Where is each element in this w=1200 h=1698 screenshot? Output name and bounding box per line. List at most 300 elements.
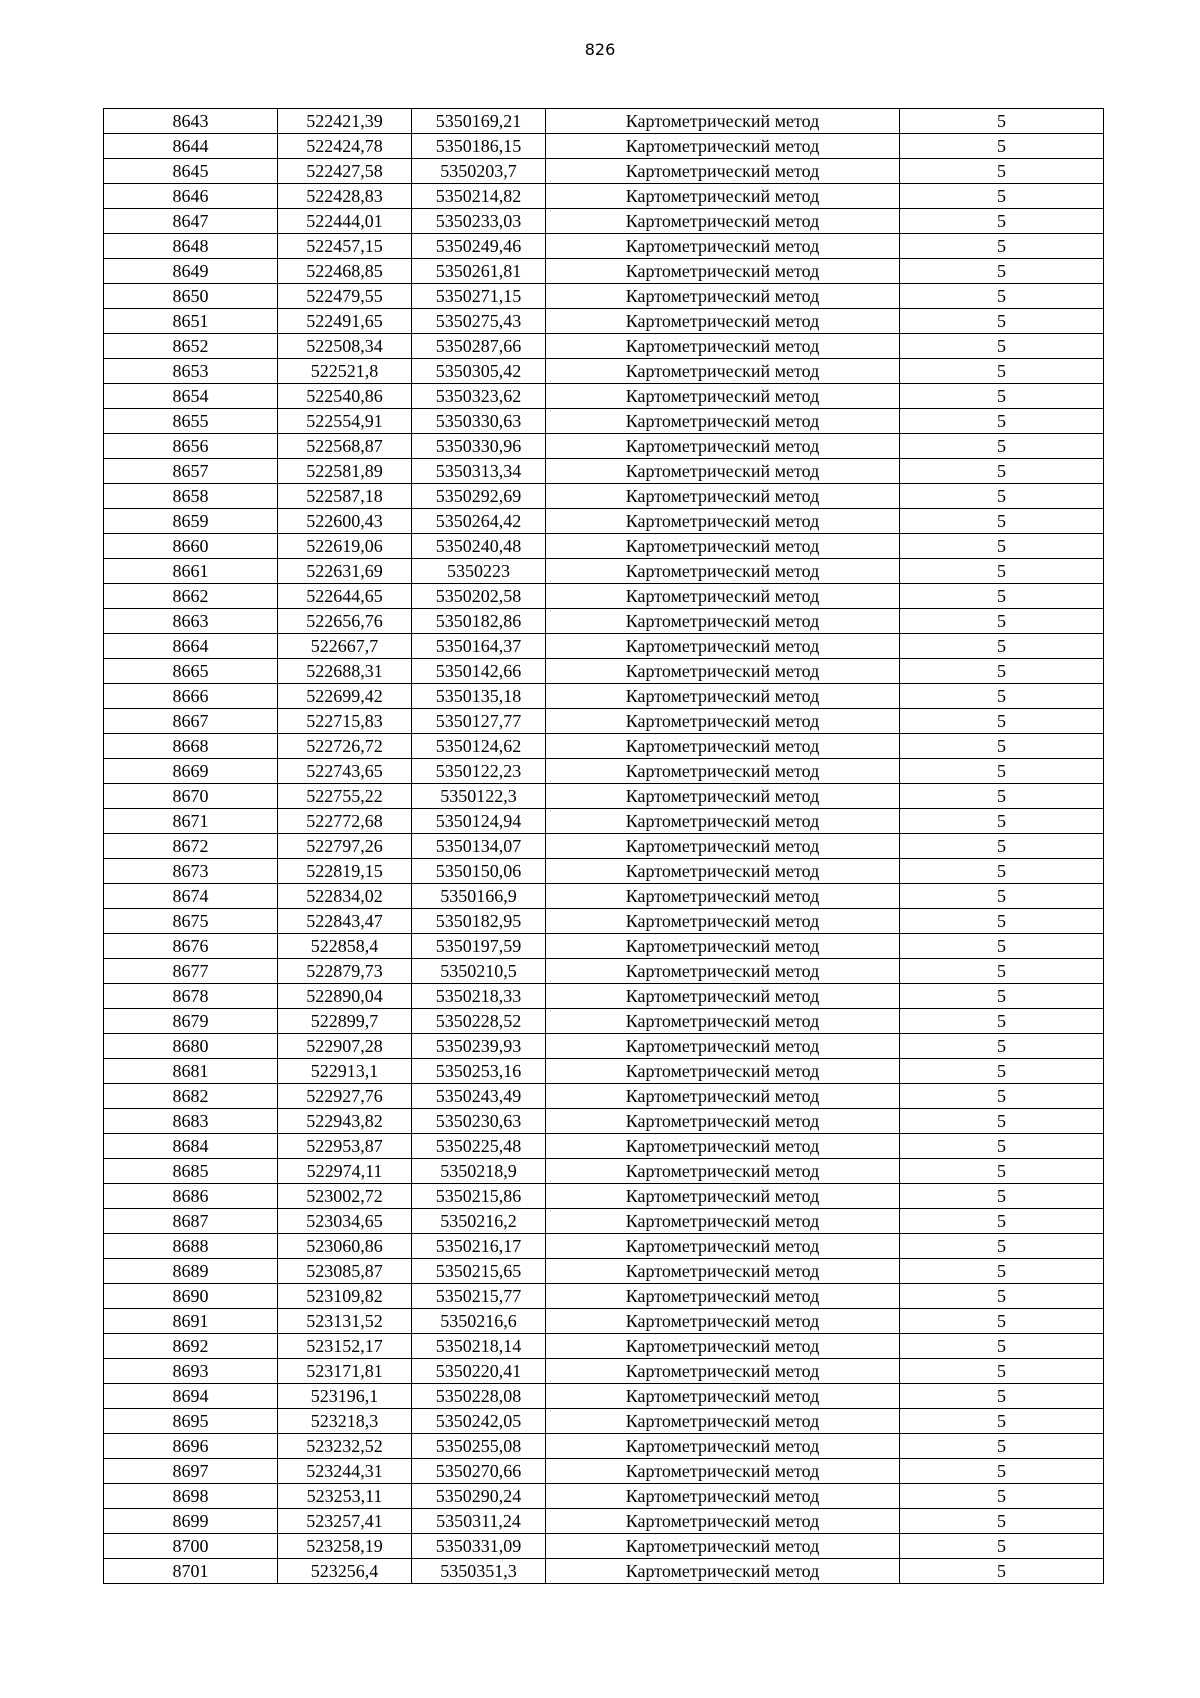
y-coordinate-cell: 5350150,06 — [412, 859, 546, 884]
table-row — [104, 134, 1104, 159]
precision-cell: 5 — [900, 1209, 1104, 1234]
method-cell: Картометрический метод — [546, 1009, 900, 1034]
table-row — [104, 584, 1104, 609]
point-number-cell: 8662 — [104, 584, 278, 609]
method-cell: Картометрический метод — [546, 1034, 900, 1059]
method-cell: Картометрический метод — [546, 684, 900, 709]
precision-cell: 5 — [900, 859, 1104, 884]
point-number-cell: 8653 — [104, 359, 278, 384]
table-row — [104, 1234, 1104, 1259]
point-number-cell: 8660 — [104, 534, 278, 559]
x-coordinate-cell: 522743,65 — [278, 759, 412, 784]
y-coordinate-cell: 5350220,41 — [412, 1359, 546, 1384]
method-cell: Картометрический метод — [546, 359, 900, 384]
x-coordinate-cell: 522819,15 — [278, 859, 412, 884]
precision-cell: 5 — [900, 684, 1104, 709]
y-coordinate-cell: 5350122,23 — [412, 759, 546, 784]
table-row — [104, 409, 1104, 434]
table-row — [104, 759, 1104, 784]
point-number-cell: 8670 — [104, 784, 278, 809]
table-row — [104, 484, 1104, 509]
point-number-cell: 8648 — [104, 234, 278, 259]
point-number-cell: 8699 — [104, 1509, 278, 1534]
point-number-cell: 8654 — [104, 384, 278, 409]
x-coordinate-cell: 522644,65 — [278, 584, 412, 609]
point-number-cell: 8677 — [104, 959, 278, 984]
x-coordinate-cell: 522587,18 — [278, 484, 412, 509]
x-coordinate-cell: 523244,31 — [278, 1459, 412, 1484]
y-coordinate-cell: 5350169,21 — [412, 109, 546, 134]
x-coordinate-cell: 522457,15 — [278, 234, 412, 259]
precision-cell: 5 — [900, 1334, 1104, 1359]
x-coordinate-cell: 522568,87 — [278, 434, 412, 459]
y-coordinate-cell: 5350313,34 — [412, 459, 546, 484]
precision-cell: 5 — [900, 959, 1104, 984]
table-row — [104, 1059, 1104, 1084]
y-coordinate-cell: 5350311,24 — [412, 1509, 546, 1534]
x-coordinate-cell: 523258,19 — [278, 1534, 412, 1559]
precision-cell: 5 — [900, 534, 1104, 559]
method-cell: Картометрический метод — [546, 384, 900, 409]
table-row — [104, 359, 1104, 384]
point-number-cell: 8666 — [104, 684, 278, 709]
precision-cell: 5 — [900, 159, 1104, 184]
x-coordinate-cell: 522427,58 — [278, 159, 412, 184]
y-coordinate-cell: 5350215,77 — [412, 1284, 546, 1309]
point-number-cell: 8656 — [104, 434, 278, 459]
method-cell: Картометрический метод — [546, 184, 900, 209]
point-number-cell: 8644 — [104, 134, 278, 159]
y-coordinate-cell: 5350218,9 — [412, 1159, 546, 1184]
precision-cell: 5 — [900, 1284, 1104, 1309]
point-number-cell: 8696 — [104, 1434, 278, 1459]
method-cell: Картометрический метод — [546, 909, 900, 934]
precision-cell: 5 — [900, 484, 1104, 509]
method-cell: Картометрический метод — [546, 1084, 900, 1109]
x-coordinate-cell: 522953,87 — [278, 1134, 412, 1159]
x-coordinate-cell: 522508,34 — [278, 334, 412, 359]
method-cell: Картометрический метод — [546, 734, 900, 759]
precision-cell: 5 — [900, 1384, 1104, 1409]
method-cell: Картометрический метод — [546, 309, 900, 334]
point-number-cell: 8646 — [104, 184, 278, 209]
method-cell: Картометрический метод — [546, 609, 900, 634]
y-coordinate-cell: 5350228,52 — [412, 1009, 546, 1034]
method-cell: Картометрический метод — [546, 1109, 900, 1134]
point-number-cell: 8668 — [104, 734, 278, 759]
table-row — [104, 659, 1104, 684]
point-number-cell: 8689 — [104, 1259, 278, 1284]
x-coordinate-cell: 522424,78 — [278, 134, 412, 159]
y-coordinate-cell: 5350218,14 — [412, 1334, 546, 1359]
precision-cell: 5 — [900, 1359, 1104, 1384]
method-cell: Картометрический метод — [546, 884, 900, 909]
table-row — [104, 1309, 1104, 1334]
table-row — [104, 709, 1104, 734]
method-cell: Картометрический метод — [546, 1284, 900, 1309]
x-coordinate-cell: 522656,76 — [278, 609, 412, 634]
table-row — [104, 1409, 1104, 1434]
x-coordinate-cell: 522755,22 — [278, 784, 412, 809]
point-number-cell: 8647 — [104, 209, 278, 234]
table-row — [104, 384, 1104, 409]
table-body — [104, 109, 1104, 1584]
x-coordinate-cell: 522890,04 — [278, 984, 412, 1009]
table-row — [104, 884, 1104, 909]
x-coordinate-cell: 522521,8 — [278, 359, 412, 384]
precision-cell: 5 — [900, 109, 1104, 134]
precision-cell: 5 — [900, 259, 1104, 284]
y-coordinate-cell: 5350218,33 — [412, 984, 546, 1009]
precision-cell: 5 — [900, 1184, 1104, 1209]
table-row — [104, 1334, 1104, 1359]
y-coordinate-cell: 5350124,62 — [412, 734, 546, 759]
precision-cell: 5 — [900, 1134, 1104, 1159]
point-number-cell: 8659 — [104, 509, 278, 534]
precision-cell: 5 — [900, 234, 1104, 259]
precision-cell: 5 — [900, 884, 1104, 909]
table-row — [104, 1109, 1104, 1134]
x-coordinate-cell: 522631,69 — [278, 559, 412, 584]
x-coordinate-cell: 523257,41 — [278, 1509, 412, 1534]
table-row — [104, 609, 1104, 634]
point-number-cell: 8674 — [104, 884, 278, 909]
table-row — [104, 1534, 1104, 1559]
method-cell: Картометрический метод — [546, 934, 900, 959]
point-number-cell: 8661 — [104, 559, 278, 584]
method-cell: Картометрический метод — [546, 1509, 900, 1534]
x-coordinate-cell: 523253,11 — [278, 1484, 412, 1509]
x-coordinate-cell: 523196,1 — [278, 1384, 412, 1409]
table-row — [104, 209, 1104, 234]
point-number-cell: 8675 — [104, 909, 278, 934]
y-coordinate-cell: 5350135,18 — [412, 684, 546, 709]
point-number-cell: 8645 — [104, 159, 278, 184]
y-coordinate-cell: 5350243,49 — [412, 1084, 546, 1109]
precision-cell: 5 — [900, 909, 1104, 934]
y-coordinate-cell: 5350261,81 — [412, 259, 546, 284]
point-number-cell: 8669 — [104, 759, 278, 784]
precision-cell: 5 — [900, 809, 1104, 834]
y-coordinate-cell: 5350292,69 — [412, 484, 546, 509]
point-number-cell: 8664 — [104, 634, 278, 659]
point-number-cell: 8663 — [104, 609, 278, 634]
precision-cell: 5 — [900, 134, 1104, 159]
x-coordinate-cell: 522581,89 — [278, 459, 412, 484]
method-cell: Картометрический метод — [546, 1459, 900, 1484]
x-coordinate-cell: 522879,73 — [278, 959, 412, 984]
method-cell: Картометрический метод — [546, 984, 900, 1009]
y-coordinate-cell: 5350330,63 — [412, 409, 546, 434]
x-coordinate-cell: 522491,65 — [278, 309, 412, 334]
y-coordinate-cell: 5350127,77 — [412, 709, 546, 734]
method-cell: Картометрический метод — [546, 1159, 900, 1184]
point-number-cell: 8686 — [104, 1184, 278, 1209]
point-number-cell: 8676 — [104, 934, 278, 959]
coordinates-table — [103, 108, 1104, 1584]
page-number: 826 — [584, 40, 616, 59]
y-coordinate-cell: 5350239,93 — [412, 1034, 546, 1059]
table-row — [104, 1009, 1104, 1034]
x-coordinate-cell: 522421,39 — [278, 109, 412, 134]
table-row — [104, 859, 1104, 884]
y-coordinate-cell: 5350275,43 — [412, 309, 546, 334]
x-coordinate-cell: 523109,82 — [278, 1284, 412, 1309]
precision-cell: 5 — [900, 459, 1104, 484]
y-coordinate-cell: 5350202,58 — [412, 584, 546, 609]
point-number-cell: 8673 — [104, 859, 278, 884]
x-coordinate-cell: 523218,3 — [278, 1409, 412, 1434]
precision-cell: 5 — [900, 1509, 1104, 1534]
method-cell: Картометрический метод — [546, 509, 900, 534]
point-number-cell: 8680 — [104, 1034, 278, 1059]
x-coordinate-cell: 523085,87 — [278, 1259, 412, 1284]
method-cell: Картометрический метод — [546, 709, 900, 734]
method-cell: Картометрический метод — [546, 1309, 900, 1334]
point-number-cell: 8665 — [104, 659, 278, 684]
y-coordinate-cell: 5350223 — [412, 559, 546, 584]
precision-cell: 5 — [900, 1534, 1104, 1559]
table-row — [104, 509, 1104, 534]
precision-cell: 5 — [900, 1084, 1104, 1109]
x-coordinate-cell: 522444,01 — [278, 209, 412, 234]
table-row — [104, 559, 1104, 584]
table-row — [104, 259, 1104, 284]
precision-cell: 5 — [900, 384, 1104, 409]
table-row — [104, 284, 1104, 309]
x-coordinate-cell: 522600,43 — [278, 509, 412, 534]
y-coordinate-cell: 5350323,62 — [412, 384, 546, 409]
x-coordinate-cell: 522479,55 — [278, 284, 412, 309]
point-number-cell: 8688 — [104, 1234, 278, 1259]
y-coordinate-cell: 5350271,15 — [412, 284, 546, 309]
y-coordinate-cell: 5350228,08 — [412, 1384, 546, 1409]
y-coordinate-cell: 5350214,82 — [412, 184, 546, 209]
precision-cell: 5 — [900, 409, 1104, 434]
precision-cell: 5 — [900, 434, 1104, 459]
x-coordinate-cell: 522619,06 — [278, 534, 412, 559]
y-coordinate-cell: 5350287,66 — [412, 334, 546, 359]
method-cell: Картометрический метод — [546, 1234, 900, 1259]
point-number-cell: 8678 — [104, 984, 278, 1009]
y-coordinate-cell: 5350225,48 — [412, 1134, 546, 1159]
method-cell: Картометрический метод — [546, 784, 900, 809]
method-cell: Картометрический метод — [546, 1534, 900, 1559]
x-coordinate-cell: 522540,86 — [278, 384, 412, 409]
table-row — [104, 834, 1104, 859]
x-coordinate-cell: 522715,83 — [278, 709, 412, 734]
table-row — [104, 1134, 1104, 1159]
precision-cell: 5 — [900, 1109, 1104, 1134]
table-row — [104, 1559, 1104, 1584]
y-coordinate-cell: 5350215,65 — [412, 1259, 546, 1284]
table-row — [104, 1459, 1104, 1484]
precision-cell: 5 — [900, 284, 1104, 309]
precision-cell: 5 — [900, 184, 1104, 209]
method-cell: Картометрический метод — [546, 1209, 900, 1234]
y-coordinate-cell: 5350216,6 — [412, 1309, 546, 1334]
point-number-cell: 8694 — [104, 1384, 278, 1409]
point-number-cell: 8681 — [104, 1059, 278, 1084]
table-row — [104, 434, 1104, 459]
table-row — [104, 734, 1104, 759]
method-cell: Картометрический метод — [546, 134, 900, 159]
x-coordinate-cell: 522468,85 — [278, 259, 412, 284]
method-cell: Картометрический метод — [546, 834, 900, 859]
table-row — [104, 1159, 1104, 1184]
table-row — [104, 1259, 1104, 1284]
y-coordinate-cell: 5350210,5 — [412, 959, 546, 984]
method-cell: Картометрический метод — [546, 1559, 900, 1584]
precision-cell: 5 — [900, 559, 1104, 584]
y-coordinate-cell: 5350253,16 — [412, 1059, 546, 1084]
y-coordinate-cell: 5350270,66 — [412, 1459, 546, 1484]
method-cell: Картометрический метод — [546, 284, 900, 309]
point-number-cell: 8697 — [104, 1459, 278, 1484]
method-cell: Картометрический метод — [546, 759, 900, 784]
point-number-cell: 8682 — [104, 1084, 278, 1109]
x-coordinate-cell: 522554,91 — [278, 409, 412, 434]
x-coordinate-cell: 522907,28 — [278, 1034, 412, 1059]
point-number-cell: 8698 — [104, 1484, 278, 1509]
table-row — [104, 534, 1104, 559]
precision-cell: 5 — [900, 659, 1104, 684]
method-cell: Картометрический метод — [546, 959, 900, 984]
x-coordinate-cell: 523034,65 — [278, 1209, 412, 1234]
method-cell: Картометрический метод — [546, 259, 900, 284]
x-coordinate-cell: 522858,4 — [278, 934, 412, 959]
y-coordinate-cell: 5350134,07 — [412, 834, 546, 859]
table-row — [104, 234, 1104, 259]
precision-cell: 5 — [900, 1484, 1104, 1509]
y-coordinate-cell: 5350233,03 — [412, 209, 546, 234]
method-cell: Картометрический метод — [546, 1384, 900, 1409]
x-coordinate-cell: 523171,81 — [278, 1359, 412, 1384]
point-number-cell: 8700 — [104, 1534, 278, 1559]
x-coordinate-cell: 522943,82 — [278, 1109, 412, 1134]
point-number-cell: 8649 — [104, 259, 278, 284]
x-coordinate-cell: 522772,68 — [278, 809, 412, 834]
x-coordinate-cell: 522913,1 — [278, 1059, 412, 1084]
precision-cell: 5 — [900, 309, 1104, 334]
point-number-cell: 8695 — [104, 1409, 278, 1434]
table-row — [104, 1434, 1104, 1459]
y-coordinate-cell: 5350331,09 — [412, 1534, 546, 1559]
precision-cell: 5 — [900, 1434, 1104, 1459]
precision-cell: 5 — [900, 834, 1104, 859]
precision-cell: 5 — [900, 1409, 1104, 1434]
x-coordinate-cell: 522699,42 — [278, 684, 412, 709]
method-cell: Картометрический метод — [546, 1134, 900, 1159]
table-row — [104, 984, 1104, 1009]
method-cell: Картометрический метод — [546, 1359, 900, 1384]
y-coordinate-cell: 5350255,08 — [412, 1434, 546, 1459]
table-row — [104, 1034, 1104, 1059]
table-row — [104, 159, 1104, 184]
method-cell: Картометрический метод — [546, 1184, 900, 1209]
y-coordinate-cell: 5350164,37 — [412, 634, 546, 659]
method-cell: Картометрический метод — [546, 1334, 900, 1359]
point-number-cell: 8701 — [104, 1559, 278, 1584]
precision-cell: 5 — [900, 1309, 1104, 1334]
table-row — [104, 1359, 1104, 1384]
table-row — [104, 809, 1104, 834]
method-cell: Картометрический метод — [546, 809, 900, 834]
x-coordinate-cell: 522726,72 — [278, 734, 412, 759]
table-row — [104, 1284, 1104, 1309]
precision-cell: 5 — [900, 934, 1104, 959]
precision-cell: 5 — [900, 1009, 1104, 1034]
point-number-cell: 8657 — [104, 459, 278, 484]
x-coordinate-cell: 523152,17 — [278, 1334, 412, 1359]
y-coordinate-cell: 5350142,66 — [412, 659, 546, 684]
y-coordinate-cell: 5350242,05 — [412, 1409, 546, 1434]
y-coordinate-cell: 5350305,42 — [412, 359, 546, 384]
x-coordinate-cell: 523002,72 — [278, 1184, 412, 1209]
y-coordinate-cell: 5350124,94 — [412, 809, 546, 834]
x-coordinate-cell: 523131,52 — [278, 1309, 412, 1334]
x-coordinate-cell: 522688,31 — [278, 659, 412, 684]
y-coordinate-cell: 5350166,9 — [412, 884, 546, 909]
precision-cell: 5 — [900, 984, 1104, 1009]
y-coordinate-cell: 5350330,96 — [412, 434, 546, 459]
precision-cell: 5 — [900, 1259, 1104, 1284]
table-row — [104, 1384, 1104, 1409]
table-row — [104, 934, 1104, 959]
precision-cell: 5 — [900, 709, 1104, 734]
method-cell: Картометрический метод — [546, 1259, 900, 1284]
point-number-cell: 8671 — [104, 809, 278, 834]
point-number-cell: 8652 — [104, 334, 278, 359]
method-cell: Картометрический метод — [546, 159, 900, 184]
precision-cell: 5 — [900, 1234, 1104, 1259]
table-row — [104, 1209, 1104, 1234]
point-number-cell: 8692 — [104, 1334, 278, 1359]
precision-cell: 5 — [900, 1559, 1104, 1584]
y-coordinate-cell: 5350186,15 — [412, 134, 546, 159]
precision-cell: 5 — [900, 509, 1104, 534]
point-number-cell: 8672 — [104, 834, 278, 859]
method-cell: Картометрический метод — [546, 859, 900, 884]
table-row — [104, 334, 1104, 359]
x-coordinate-cell: 523060,86 — [278, 1234, 412, 1259]
point-number-cell: 8683 — [104, 1109, 278, 1134]
point-number-cell: 8650 — [104, 284, 278, 309]
y-coordinate-cell: 5350290,24 — [412, 1484, 546, 1509]
table-row — [104, 1184, 1104, 1209]
y-coordinate-cell: 5350249,46 — [412, 234, 546, 259]
precision-cell: 5 — [900, 209, 1104, 234]
x-coordinate-cell: 522843,47 — [278, 909, 412, 934]
method-cell: Картометрический метод — [546, 209, 900, 234]
point-number-cell: 8658 — [104, 484, 278, 509]
table-row — [104, 909, 1104, 934]
table-row — [104, 684, 1104, 709]
method-cell: Картометрический метод — [546, 409, 900, 434]
method-cell: Картометрический метод — [546, 334, 900, 359]
method-cell: Картометрический метод — [546, 109, 900, 134]
precision-cell: 5 — [900, 1034, 1104, 1059]
y-coordinate-cell: 5350182,95 — [412, 909, 546, 934]
x-coordinate-cell: 522428,83 — [278, 184, 412, 209]
method-cell: Картометрический метод — [546, 459, 900, 484]
precision-cell: 5 — [900, 734, 1104, 759]
point-number-cell: 8685 — [104, 1159, 278, 1184]
y-coordinate-cell: 5350264,42 — [412, 509, 546, 534]
precision-cell: 5 — [900, 634, 1104, 659]
x-coordinate-cell: 523256,4 — [278, 1559, 412, 1584]
method-cell: Картометрический метод — [546, 584, 900, 609]
